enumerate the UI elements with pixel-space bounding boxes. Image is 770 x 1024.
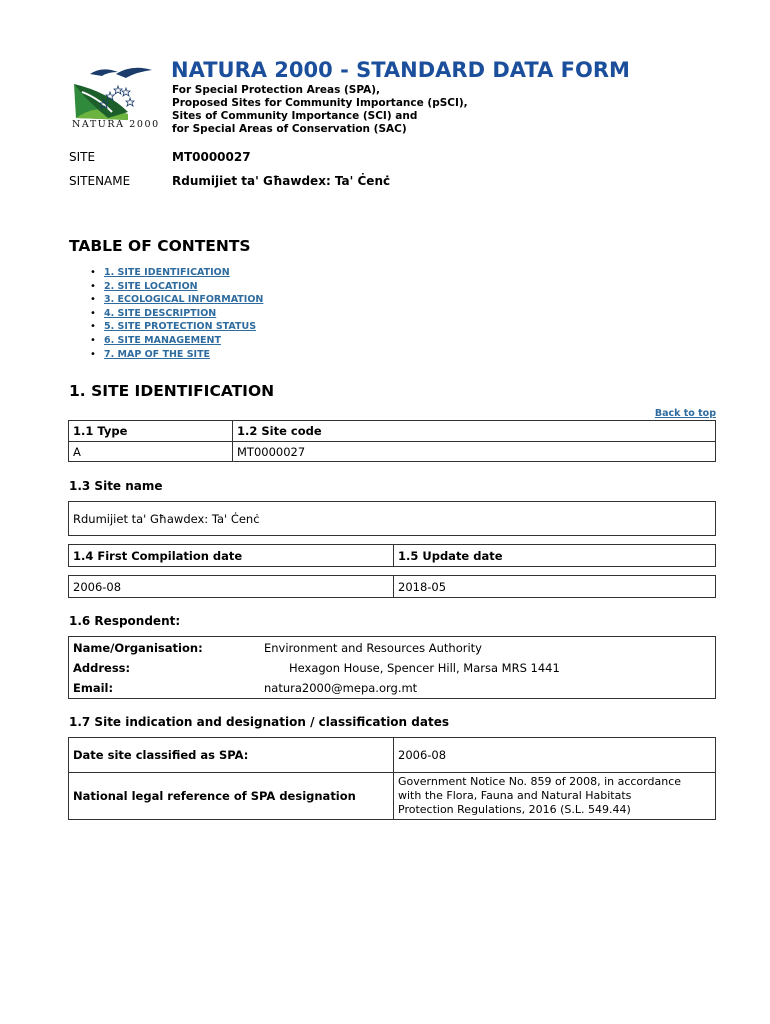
type-header: 1.1 Type <box>69 421 233 442</box>
site-code-header: 1.2 Site code <box>233 421 716 442</box>
site-label: SITE <box>69 150 96 164</box>
update-date-header: 1.5 Update date <box>394 545 716 567</box>
toc-item <box>90 307 263 321</box>
subtitle-line: for Special Areas of Conservation (SAC) <box>172 123 407 135</box>
spa-date-label: Date site classified as SPA: <box>69 738 394 773</box>
toc-link-ecological-information[interactable]: 3. ECOLOGICAL INFORMATION <box>104 294 264 306</box>
toc-list <box>90 266 263 361</box>
update-date-value: 2018-05 <box>394 576 716 598</box>
site-code-value: MT0000027 <box>172 150 251 164</box>
sitename-value: Rdumijiet ta' Għawdex: Ta' Ċenċ <box>172 174 391 188</box>
type-value: A <box>69 442 233 462</box>
site-name-box <box>68 501 716 536</box>
spa-reference-value <box>394 773 716 820</box>
spa-reference-label: National legal reference of SPA designation <box>69 773 394 820</box>
sitename-label: SITENAME <box>69 174 131 188</box>
respondent-name-value: Environment and Resources Authority <box>264 641 482 655</box>
compilation-value-table <box>68 575 716 598</box>
site-name-heading: 1.3 Site name <box>69 479 163 493</box>
toc-heading: TABLE OF CONTENTS <box>69 237 251 255</box>
toc-item <box>90 320 263 334</box>
respondent-heading: 1.6 Respondent: <box>69 614 181 628</box>
site-code-cell: MT0000027 <box>233 442 716 462</box>
subtitle-line: Proposed Sites for Community Importance (pSCI), <box>172 97 468 109</box>
toc-item <box>90 266 263 280</box>
spa-reference-line: Government Notice No. 859 of 2008, in accordance <box>398 775 682 788</box>
toc-link-map-of-the-site[interactable]: 7. MAP OF THE SITE <box>104 348 211 360</box>
back-to-top-link[interactable]: Back to top <box>654 408 716 419</box>
type-code-table <box>68 420 716 462</box>
toc-link-site-description[interactable]: 4. SITE DESCRIPTION <box>104 307 217 319</box>
toc-link-site-protection-status[interactable]: 5. SITE PROTECTION STATUS <box>104 321 257 333</box>
subtitle-line: Sites of Community Importance (SCI) and <box>172 110 418 122</box>
respondent-email-label: Email: <box>73 681 114 695</box>
respondent-email-value: natura2000@mepa.org.mt <box>264 681 418 695</box>
spa-reference-line: Protection Regulations, 2016 (S.L. 549.44) <box>398 803 631 816</box>
compilation-header-table <box>68 544 716 567</box>
toc-item <box>90 334 263 348</box>
toc-item <box>90 348 263 362</box>
toc-link-site-identification[interactable]: 1. SITE IDENTIFICATION <box>104 267 230 278</box>
page-subtitle <box>172 84 468 136</box>
respondent-box <box>68 636 716 699</box>
spa-date-value: 2006-08 <box>394 738 716 773</box>
designation-table <box>68 737 716 820</box>
respondent-address-value: Hexagon House, Spencer Hill, Marsa MRS 1441 <box>289 661 560 675</box>
spa-reference-line: with the Flora, Fauna and Natural Habitats <box>398 789 632 802</box>
site-name-value: Rdumijiet ta' Għawdex: Ta' Ċenċ <box>73 511 260 526</box>
subtitle-line: For Special Protection Areas (SPA), <box>172 84 380 96</box>
toc-item <box>90 280 263 294</box>
respondent-address-label: Address: <box>73 661 131 675</box>
logo-caption: NATURA 2000 <box>72 119 160 130</box>
toc-link-site-location[interactable]: 2. SITE LOCATION <box>104 280 198 292</box>
toc-link-site-management[interactable]: 6. SITE MANAGEMENT <box>104 334 221 346</box>
section-heading-site-identification: 1. SITE IDENTIFICATION <box>69 382 275 400</box>
toc-item <box>90 293 263 307</box>
page-title: NATURA 2000 - STANDARD DATA FORM <box>171 58 630 82</box>
designation-heading: 1.7 Site indication and designation / classification dates <box>69 715 449 729</box>
first-compilation-header: 1.4 First Compilation date <box>69 545 394 567</box>
respondent-name-label: Name/Organisation: <box>73 641 203 655</box>
first-compilation-value: 2006-08 <box>69 576 394 598</box>
